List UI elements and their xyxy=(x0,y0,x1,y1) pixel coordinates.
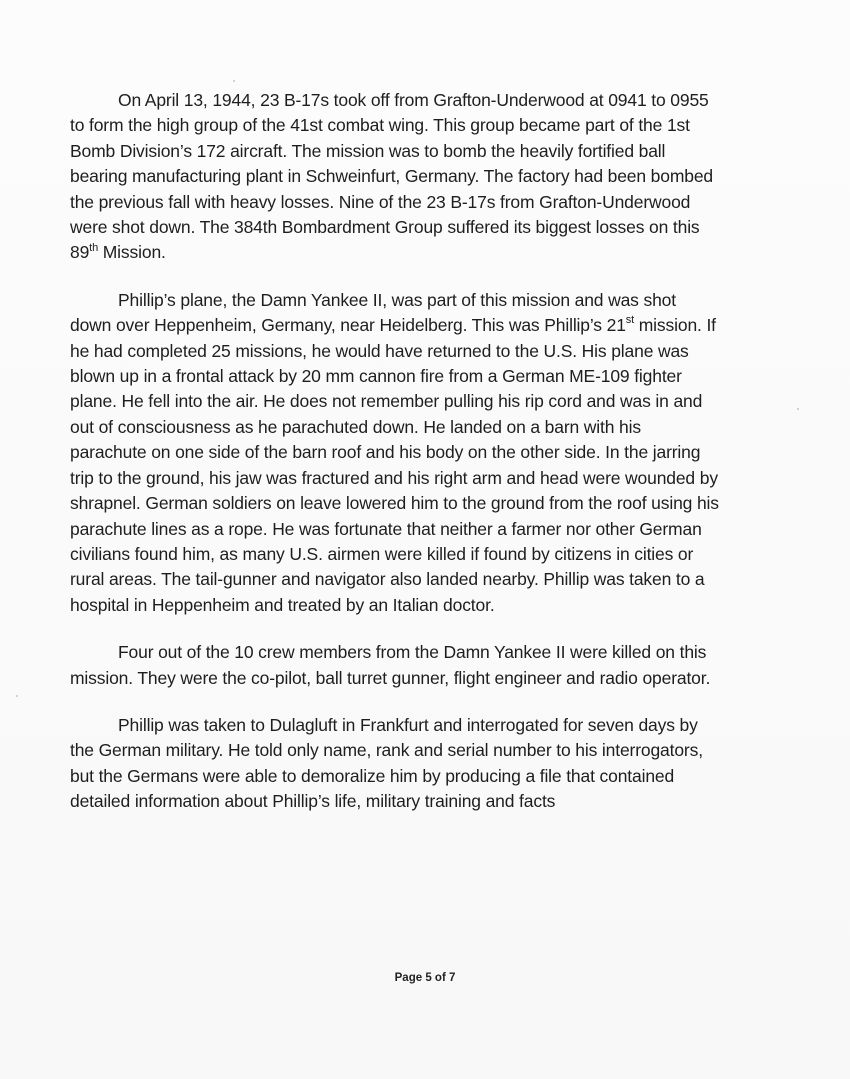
document-body xyxy=(70,88,720,815)
ordinal-suffix: st xyxy=(625,314,635,327)
page-footer xyxy=(0,972,850,984)
paragraph-text: On April 13, 1944, 23 B-17s took off from Grafton-Underwood at 0941 to 0955 to form the high group of the 41st combat wing. This group became part of the 1st Bomb Division’s 172 aircraft. The mission was to bomb the heavily fortified ball bearing manufacturing plant in Schweinfurt, Germany. The factory had been bombed the previous fall with heavy losses. Nine of the 23 B-17s from Grafton-Underwood were shot down. The 384th Bombardment Group suffered its biggest losses on this 89 xyxy=(70,90,714,263)
paragraph-crew-losses xyxy=(70,640,720,691)
paragraph-text: Phillip was taken to Dulagluft in Frankfurt and interrogated for seven days by the German military. He told only name, rank and serial number to his interrogators, but the Germans were able to demoralize him by producing a file that contained detailed information about Phillip’s life, military training and facts xyxy=(70,714,703,812)
paragraph-text: Phillip’s plane, the Damn Yankee II, was part of this mission and was shot down over Heppenheim, Germany, near Heidelberg. This was Phillip’s 21 xyxy=(70,289,676,336)
scan-speck xyxy=(233,80,235,82)
footer-middle: of xyxy=(431,972,449,984)
paragraph-text: Four out of the 10 crew members from the Damn Yankee II were killed on this mission. They were the co-pilot, ball turret gunner, flight engineer and radio operator. xyxy=(70,642,711,688)
page-number: 5 xyxy=(425,972,432,984)
paragraph-mission xyxy=(70,88,720,266)
paragraph-shot-down xyxy=(70,288,720,618)
scan-speck xyxy=(16,695,18,697)
scan-speck xyxy=(797,408,799,410)
footer-prefix: Page xyxy=(394,972,426,984)
paragraph-text-tail: Mission. xyxy=(98,242,166,263)
ordinal-suffix: th xyxy=(89,241,99,254)
paragraph-text-tail: mission. If he had completed 25 missions, he would have returned to the U.S. His plane was blown up in a frontal attack by 20 mm cannon fire from a German ME-109 fighter plane. He fell into the air. He does not remember pulling his rip cord and was in and out of consciousness as he parachuted down. He landed on a barn with his parachute on one side of the barn roof and his body on the other side. In the jarring trip to the ground, his jaw was fractured and his right arm and head were wounded by shrapnel. German soldiers on leave lowered him to the ground from the roof using his parachute lines as a rope. He was fortunate that neither a farmer nor other German civilians found him, as many U.S. airmen were killed if found by citizens in cities or rural areas. The tail-gunner and navigator also landed nearby. Phillip was taken to a hospital in Heppenheim and treated by an Italian doctor. xyxy=(70,315,719,615)
paragraph-interrogation xyxy=(70,713,720,815)
page-total: 7 xyxy=(448,972,456,984)
